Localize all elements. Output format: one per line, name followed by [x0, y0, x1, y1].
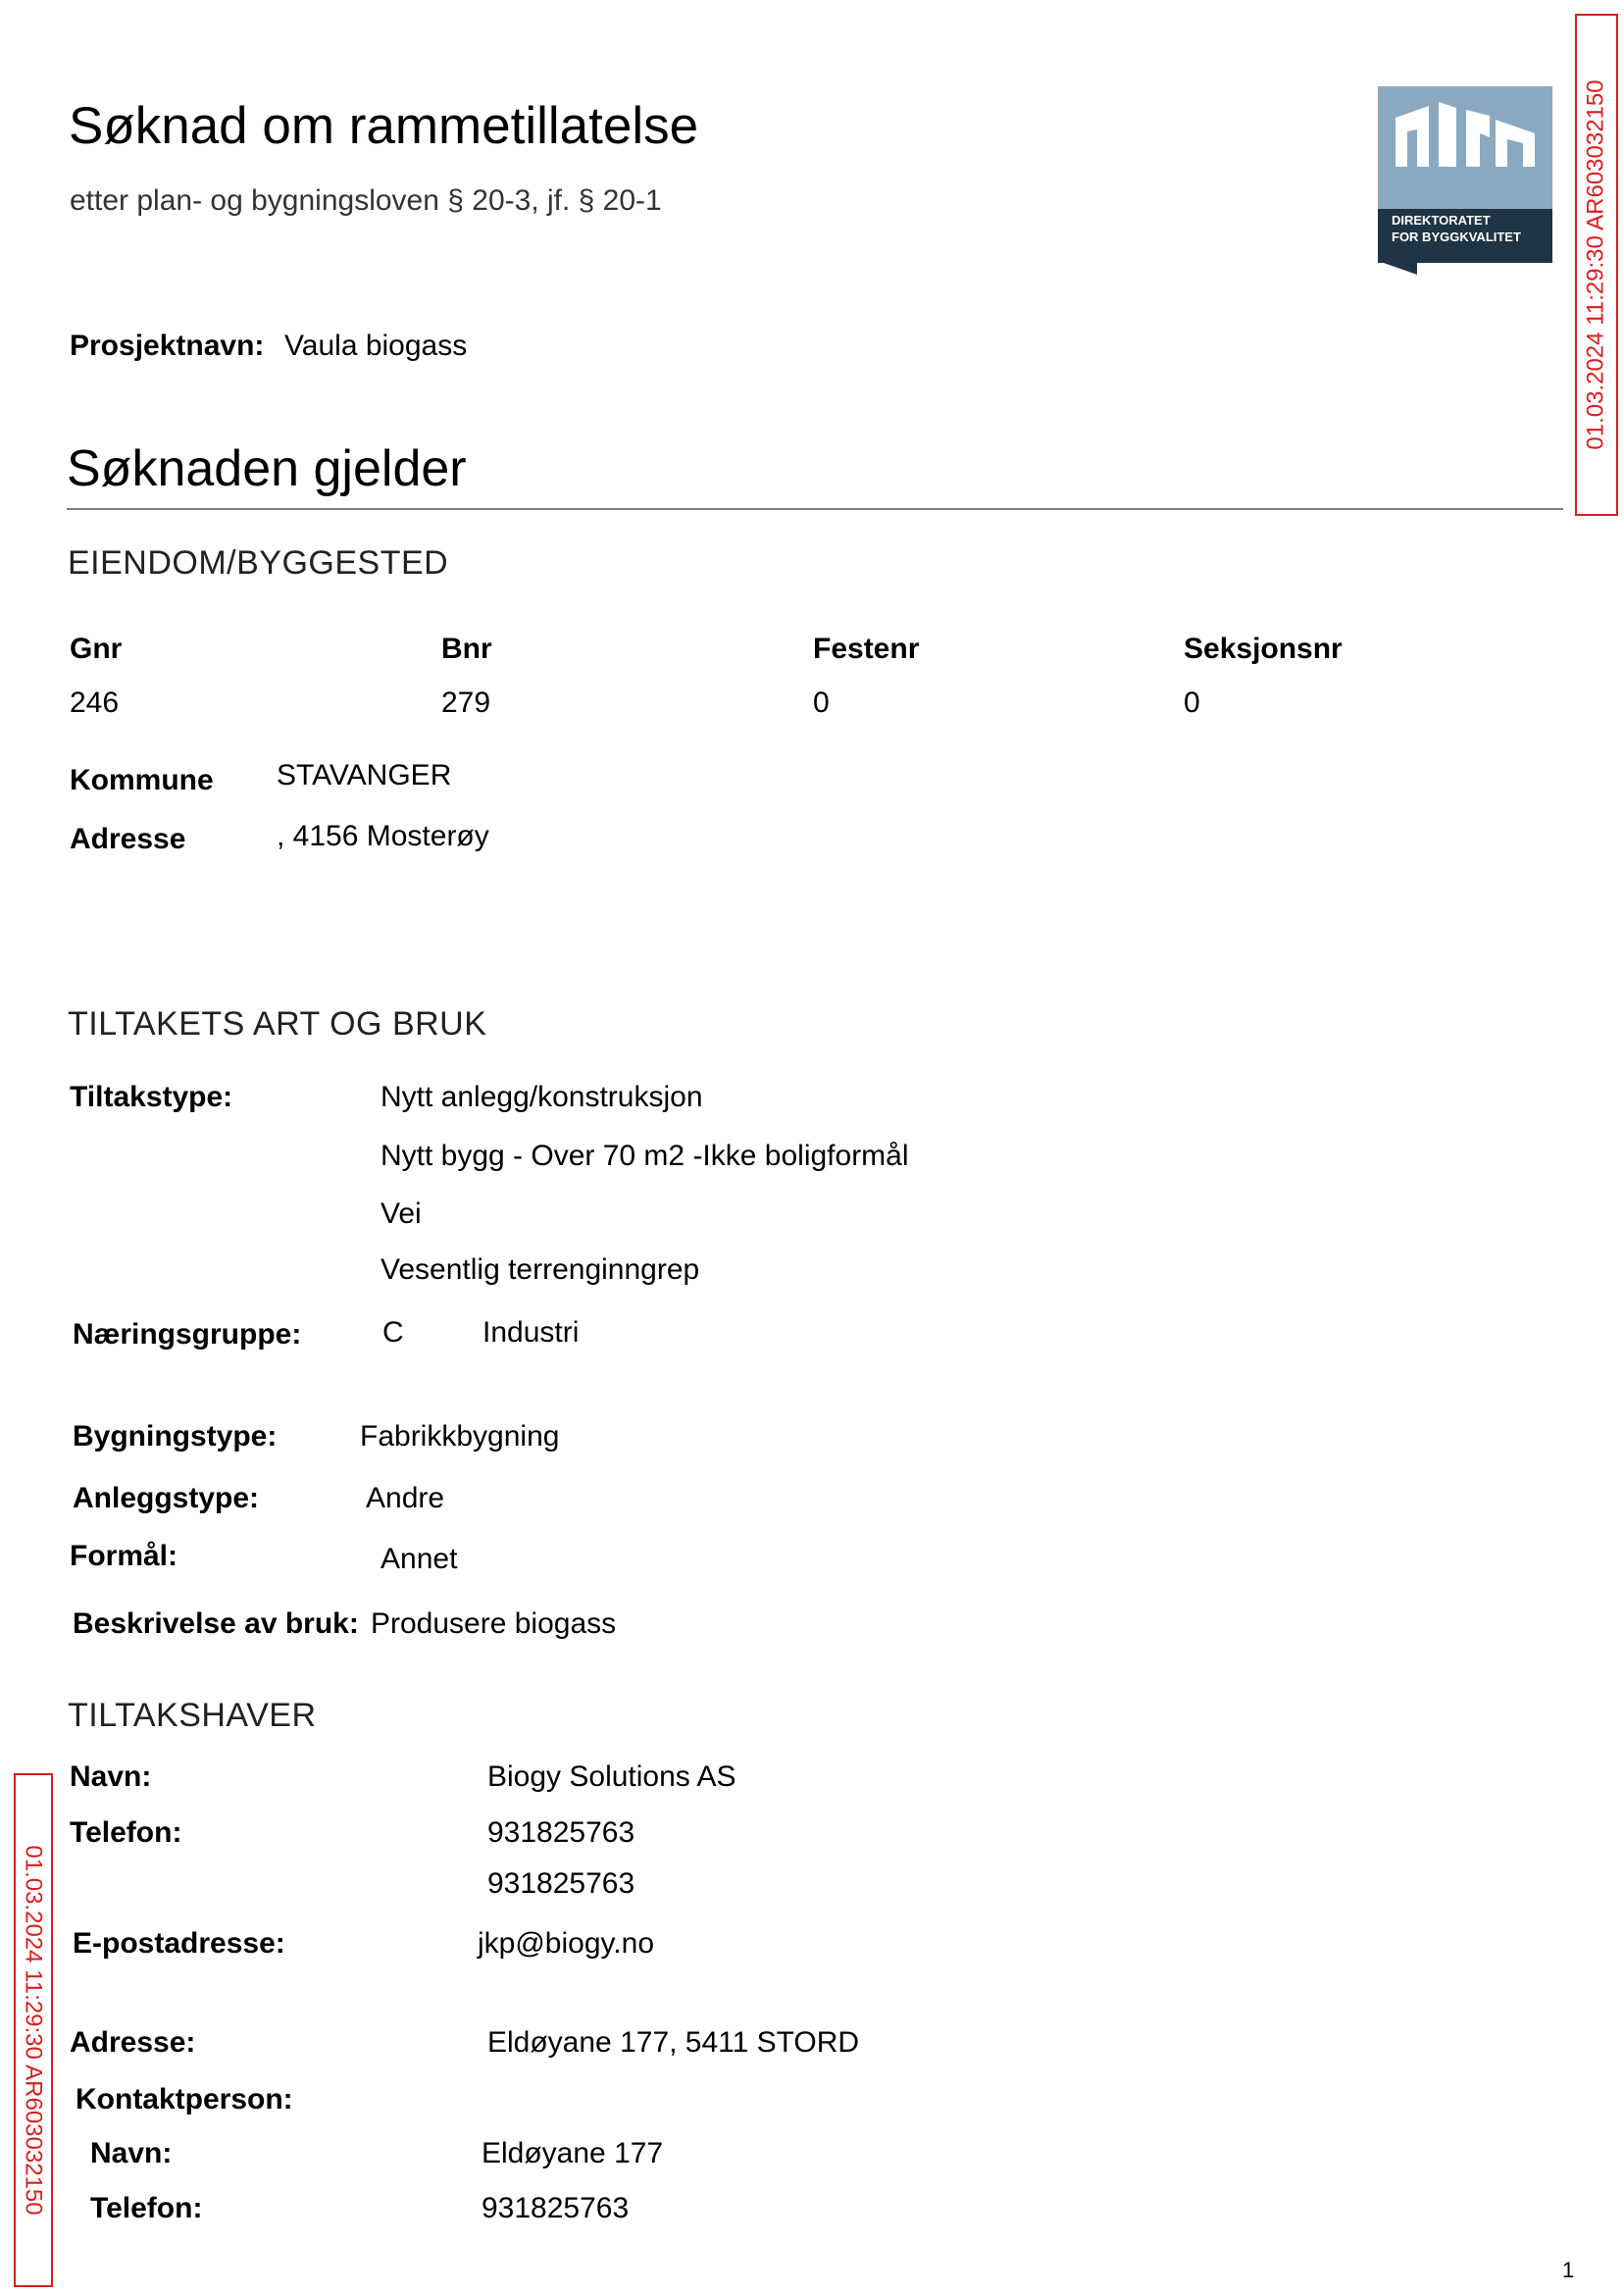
receipt-stamp-left	[14, 1773, 53, 2287]
anleggstype-value: Andre	[366, 1482, 445, 1514]
gnr-label: Gnr	[70, 633, 123, 665]
tiltakshaver-heading: TILTAKSHAVER	[68, 1697, 317, 1734]
receipt-stamp-right	[1575, 14, 1618, 516]
receipt-stamp-text: 01.03.2024 11:29:30 AR603032150	[1583, 79, 1609, 450]
tiltakstype-item: Nytt bygg - Over 70 m2 -Ikke boligformål	[381, 1140, 909, 1172]
bygningstype-label: Bygningstype:	[73, 1420, 278, 1453]
adresse-label: Adresse	[70, 823, 186, 855]
receipt-stamp-text: 01.03.2024 11:29:30 AR603032150	[21, 1845, 47, 2216]
kontaktperson-label: Kontaktperson:	[76, 2083, 293, 2116]
project-label: Prosjektnavn:	[70, 330, 265, 362]
adresse-value: , 4156 Mosterøy	[277, 820, 489, 852]
tiltak-heading: TILTAKETS ART OG BRUK	[68, 1005, 487, 1043]
page-number: 1	[1562, 2258, 1575, 2282]
tiltakstype-label: Tiltakstype:	[70, 1081, 233, 1113]
tiltakshaver-adresse-value: Eldøyane 177, 5411 STORD	[487, 2026, 860, 2059]
page-title: Søknad om rammetillatelse	[69, 97, 699, 155]
section-title: Søknaden gjelder	[67, 440, 467, 497]
tiltakshaver-telefon-value: 931825763	[487, 1816, 635, 1849]
kontakt-navn-label: Navn:	[90, 2137, 173, 2169]
dibk-logo	[1378, 86, 1552, 275]
logo-text-line1: DIREKTORATET	[1392, 213, 1491, 228]
tiltakstype-item: Vesentlig terrenginngrep	[381, 1253, 700, 1286]
gnr-value: 246	[70, 687, 120, 719]
tiltakstype-item: Vei	[381, 1198, 422, 1230]
tiltakstype-item: Nytt anlegg/konstruksjon	[381, 1081, 703, 1113]
tiltakshaver-epost-label: E-postadresse:	[73, 1927, 285, 1960]
beskrivelse-label: Beskrivelse av bruk:	[73, 1607, 359, 1640]
anleggstype-label: Anleggstype:	[73, 1482, 260, 1514]
project-value: Vaula biogass	[284, 330, 468, 362]
kommune-label: Kommune	[70, 764, 214, 796]
festenr-label: Festenr	[813, 633, 920, 665]
formal-value: Annet	[381, 1543, 458, 1575]
beskrivelse-value: Produsere biogass	[371, 1607, 617, 1640]
tiltakshaver-navn-label: Navn:	[70, 1760, 152, 1793]
dibk-logo-icon	[1378, 86, 1552, 275]
formal-label: Formål:	[70, 1540, 178, 1572]
bygningstype-value: Fabrikkbygning	[360, 1420, 560, 1453]
seksjonsnr-label: Seksjonsnr	[1184, 633, 1343, 665]
section-divider	[67, 508, 1563, 510]
tiltakshaver-telefon-label: Telefon:	[70, 1816, 182, 1849]
bnr-label: Bnr	[441, 633, 492, 665]
tiltakshaver-navn-value: Biogy Solutions AS	[487, 1760, 736, 1793]
seksjonsnr-value: 0	[1184, 687, 1200, 719]
tiltakshaver-telefon-value: 931825763	[487, 1867, 635, 1900]
kontakt-telefon-value: 931825763	[482, 2192, 630, 2224]
naeringsgruppe-code: C	[382, 1316, 404, 1349]
naeringsgruppe-label: Næringsgruppe:	[73, 1318, 302, 1351]
kontakt-navn-value: Eldøyane 177	[482, 2137, 664, 2169]
bnr-value: 279	[441, 687, 491, 719]
page-subtitle: etter plan- og bygningsloven § 20-3, jf. § 20-1	[70, 184, 662, 217]
festenr-value: 0	[813, 687, 830, 719]
tiltakshaver-epost-value: jkp@biogy.no	[478, 1927, 654, 1960]
kommune-value: STAVANGER	[277, 759, 452, 791]
kontakt-telefon-label: Telefon:	[90, 2192, 203, 2224]
tiltakshaver-adresse-label: Adresse:	[70, 2026, 196, 2059]
naeringsgruppe-value: Industri	[482, 1316, 580, 1349]
logo-text-line2: FOR BYGGKVALITET	[1392, 229, 1521, 244]
property-heading: EIENDOM/BYGGESTED	[68, 544, 449, 582]
